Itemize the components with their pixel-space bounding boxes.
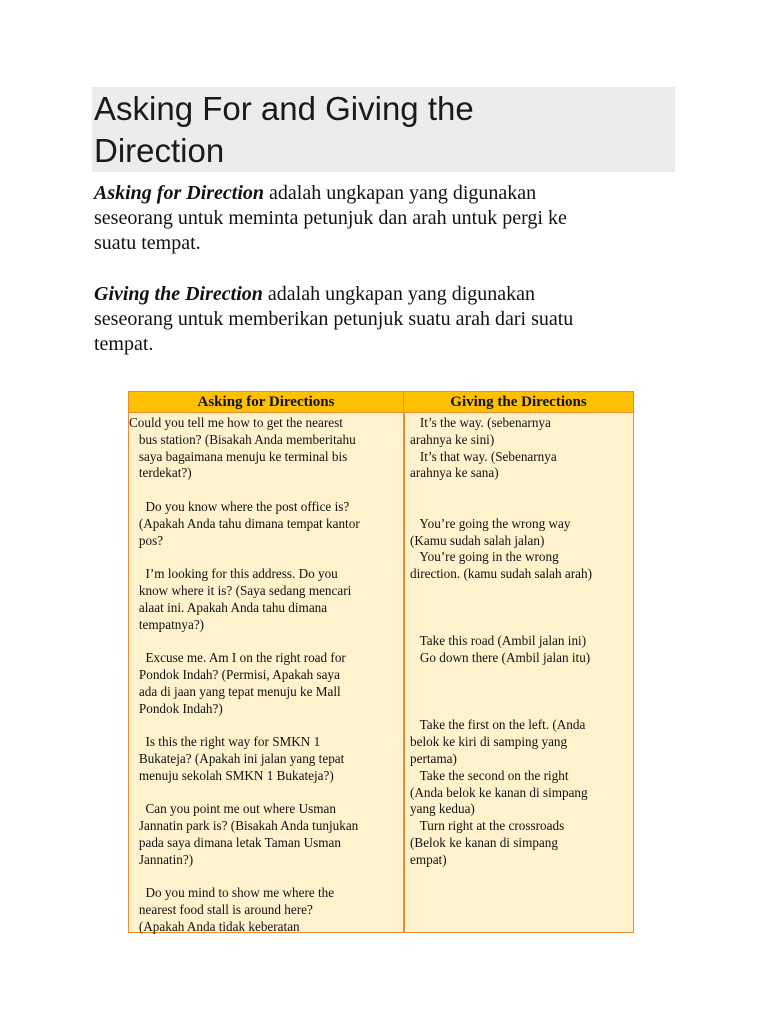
title-line-2: Direction	[94, 132, 225, 169]
giving-line: Take the first on the left. (Anda	[410, 717, 586, 733]
asking-line: saya bagaimana menuju ke terminal bis	[129, 448, 348, 464]
asking-line: Pondok Indah?)	[129, 700, 223, 716]
giving-line: Take the second on the right	[410, 767, 569, 783]
giving-line: Go down there (Ambil jalan itu)	[410, 650, 591, 666]
giving-line: It’s the way. (sebenarnya	[410, 415, 551, 430]
asking-line: bus station? (Bisakah Anda memberitahu	[129, 431, 356, 447]
asking-line	[129, 785, 399, 802]
asking-line: terdekat?)	[129, 465, 192, 481]
asking-line: alaat ini. Apakah Anda tahu dimana	[129, 599, 328, 615]
giving-def-line-1: adalah ungkapan yang digunakan	[262, 283, 536, 305]
header-asking: Asking for Directions	[129, 392, 404, 413]
asking-term: Asking for Direction	[94, 182, 265, 204]
giving-line	[410, 667, 632, 684]
giving-line: empat)	[410, 851, 447, 867]
asking-line: pos?	[129, 532, 164, 548]
giving-column	[410, 415, 632, 869]
asking-line	[129, 482, 399, 499]
giving-line	[410, 600, 632, 617]
giving-line: arahnya ke sana)	[410, 465, 499, 481]
giving-line: yang kedua)	[410, 801, 475, 817]
column-divider	[403, 413, 405, 932]
asking-line: Bukateja? (Apakah ini jalan yang tepat	[129, 750, 345, 766]
giving-line: (Belok ke kanan di simpang	[410, 834, 558, 850]
asking-line	[129, 549, 399, 566]
giving-def-line-2: seseorang untuk memberikan petunjuk suatu arah dari suatu	[94, 308, 574, 330]
page-title	[94, 88, 669, 172]
title-line-1: Asking For and Giving the	[94, 90, 474, 127]
asking-line: nearest food stall is around here?	[129, 902, 313, 918]
giving-line	[410, 701, 632, 718]
giving-def-line-3: tempat.	[94, 333, 154, 355]
asking-line: Is this the right way for SMKN 1	[129, 734, 321, 750]
directions-table	[128, 391, 634, 933]
giving-line	[410, 482, 632, 499]
asking-column	[129, 415, 399, 936]
giving-line: (Kamu sudah salah jalan)	[410, 532, 545, 548]
asking-line	[129, 717, 399, 734]
asking-line: Do you know where the post office is?	[129, 498, 350, 514]
giving-definition-paragraph	[94, 282, 674, 357]
asking-line: (Apakah Anda tidak keberatan	[129, 918, 300, 934]
giving-line	[410, 684, 632, 701]
asking-line: Pondok Indah? (Permisi, Apakah saya	[129, 666, 340, 682]
giving-line: arahnya ke sini)	[410, 431, 495, 447]
asking-line: Can you point me out where Usman	[129, 801, 336, 817]
giving-line	[410, 617, 632, 634]
giving-line: You’re going in the wrong	[410, 549, 559, 565]
asking-line: Could you tell me how to get the nearest	[129, 415, 343, 430]
asking-line: ada di jaan yang tepat menuju ke Mall	[129, 683, 341, 699]
asking-line: Jannatin park is? (Bisakah Anda tunjukan	[129, 818, 359, 834]
giving-line	[410, 499, 632, 516]
asking-line: tempatnya?)	[129, 616, 205, 632]
asking-line: (Apakah Anda tahu dimana tempat kantor	[129, 515, 360, 531]
asking-def-line-2: seseorang untuk meminta petunjuk dan arah untuk pergi ke	[94, 207, 567, 229]
asking-line: menuju sekolah SMKN 1 Bukateja?)	[129, 767, 334, 783]
giving-line: pertama)	[410, 750, 457, 766]
giving-line: direction. (kamu sudah salah arah)	[410, 566, 592, 582]
asking-line: Excuse me. Am I on the right road for	[129, 650, 346, 666]
asking-line	[129, 869, 399, 886]
asking-line: pada saya dimana letak Taman Usman	[129, 834, 341, 850]
giving-line: It’s that way. (Sebenarnya	[410, 448, 557, 464]
giving-line: Turn right at the crossroads	[410, 818, 565, 834]
asking-def-line-3: suatu tempat.	[94, 232, 201, 254]
giving-line: You’re going the wrong way	[410, 515, 571, 531]
giving-term: Giving the Direction	[94, 283, 263, 305]
asking-definition-paragraph	[94, 181, 674, 256]
header-giving: Giving the Directions	[404, 392, 633, 413]
giving-line	[410, 583, 632, 600]
asking-def-line-1: adalah ungkapan yang digunakan	[264, 182, 537, 204]
asking-line: I’m looking for this address. Do you	[129, 566, 338, 582]
asking-line: Jannatin?)	[129, 851, 194, 867]
asking-line	[129, 633, 399, 650]
giving-line: (Anda belok ke kanan di simpang	[410, 784, 588, 800]
giving-line: belok ke kiri di samping yang	[410, 734, 568, 750]
asking-line: know where it is? (Saya sedang mencari	[129, 582, 352, 598]
asking-line: Do you mind to show me where the	[129, 885, 335, 901]
giving-line: Take this road (Ambil jalan ini)	[410, 633, 587, 649]
